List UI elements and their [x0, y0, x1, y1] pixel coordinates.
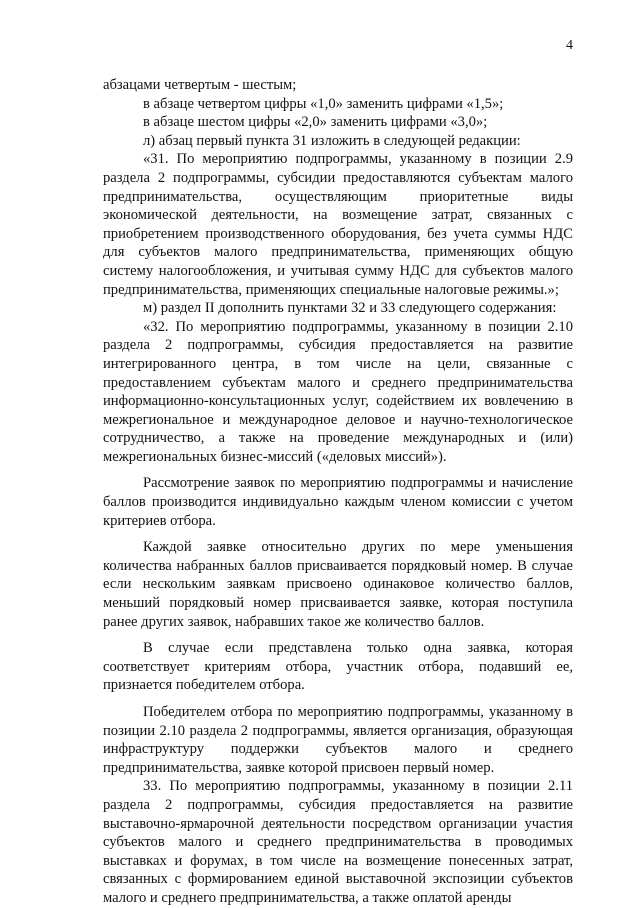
- paragraph-winner: Победителем отбора по мероприятию подпрограммы, указанному в позиции 2.10 раздела 2 подпрограммы, является организация, образующая инфраструктуру поддержки субъектов малого и среднего предпринимательства, заявке которой присвоен первый номер.: [103, 704, 573, 776]
- paragraph-single-application: В случае если представлена только одна заявка, которая соответствует критериям отбора, участник отбора, подавший ее, признается победителем отбора.: [103, 640, 573, 694]
- paragraph-clause-31: «31. По мероприятию подпрограммы, указанному в позиции 2.9 раздела 2 подпрограммы, субсидии предоставляются субъектам малого предпринимательства, осуществляющим приоритетные виды экономической деятельности, на возмещение затрат, связанных с приобретением производственного оборудования, без учета суммы НДС для субъектов малого предпринимательства, применяющих общую систему налогообложения, и учитывая сумму НДС для субъектов малого предпринимательства, применяющих специальные налоговые режимы.»;: [103, 151, 573, 298]
- document-body: [103, 76, 573, 908]
- page-number: 4: [566, 38, 573, 53]
- paragraph-continuation: абзацами четвертым - шестым;: [103, 77, 297, 93]
- paragraph-item-l: л) абзац первый пункта 31 изложить в следующей редакции:: [143, 132, 521, 149]
- paragraph-amendment-digits-fourth: в абзаце четвертом цифры «1,0» заменить цифрами «1,5»;: [143, 95, 504, 112]
- paragraph-amendment-digits-sixth: в абзаце шестом цифры «2,0» заменить цифрами «3,0»;: [143, 114, 488, 131]
- paragraph-item-m: м) раздел II дополнить пунктами 32 и 33 следующего содержания:: [143, 300, 557, 317]
- paragraph-clause-33: 33. По мероприятию подпрограммы, указанному в позиции 2.11 раздела 2 подпрограммы, субсидия предоставляется на развитие выставочно-ярмарочной деятельности посредством организации участия субъектов малого и среднего предпринимательства в проводимых выставках и форумах, в том числе на возмещение понесенных затрат, связанных с формированием единой выставочной экспозиции субъектов малого и среднего предпринимательства, а также оплатой аренды: [103, 778, 573, 906]
- paragraph-review: Рассмотрение заявок по мероприятию подпрограммы и начисление баллов производится индивидуально каждым членом комиссии с учетом критериев отбора.: [103, 475, 573, 529]
- paragraph-ranking: Каждой заявке относительно других по мере уменьшения количества набранных баллов присваивается порядковый номер. В случае если нескольким заявкам присвоено одинаковое количество баллов, меньший порядковый номер присваивается заявке, которая поступила ранее других заявок, набравших такое же количество баллов.: [103, 539, 573, 630]
- paragraph-clause-32: «32. По мероприятию подпрограммы, указанному в позиции 2.10 раздела 2 подпрограммы, субсидия предоставляется на развитие интегрированного центра, в том числе на цели, связанные с предоставлением субъектам малого и среднего предпринимательства информационно-консультационных услуг, содействием их вовлечению в межрегиональное и международное деловое и научно-технологическое сотрудничество, а также на проведение международных и (или) межрегиональных бизнес-миссий («деловых миссий»).: [103, 318, 573, 465]
